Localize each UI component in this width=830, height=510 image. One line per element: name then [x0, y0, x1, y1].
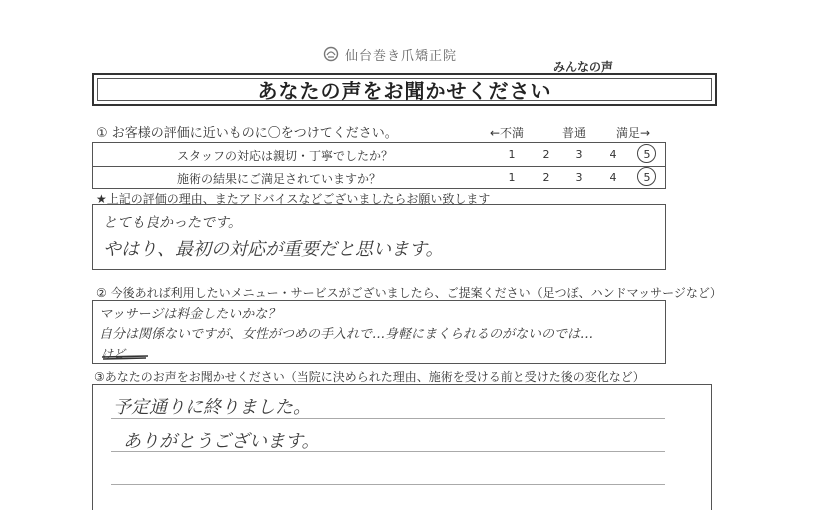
reason-label: ★上記の評価の理由、またアドバイスなどございましたらお願い致します — [96, 192, 491, 206]
q3-answer-line: 予定通りに終りました。 — [113, 397, 311, 418]
rating-row-staff — [93, 143, 665, 167]
q2-answer-line: けど — [101, 347, 126, 361]
q3-label: ③あなたのお声をお聞かせください（当院に決められた理由、施術を受ける前と受けた後の変化など） — [94, 370, 645, 384]
q3-answer-box[interactable] — [92, 384, 712, 510]
title-inner-frame — [97, 78, 712, 101]
scale-left: ←不満 — [490, 126, 525, 140]
q3-answer-line: ありがとうございます。 — [123, 431, 320, 452]
rating-option[interactable]: 3 — [575, 148, 583, 161]
clinic-logo — [323, 44, 493, 64]
rating-question: スタッフの対応は親切・丁寧でしたか？ — [177, 149, 394, 163]
q2-answer-line: マッサージは料金したいかな？ — [99, 307, 281, 322]
rating-option[interactable]: 2 — [542, 171, 550, 184]
q2-answer-line: 自分は関係ないですが、女性がつめの手入れで…身軽にまくられるのがないのでは… — [99, 327, 594, 342]
q2-label: ② 今後あれば利用したいメニュー・サービスがございましたら、ご提案ください（足つぼ、ハンドマッサージなど） — [96, 286, 722, 300]
strike-through-mark — [100, 353, 150, 361]
clinic-name: 仙台巻き爪矯正院 — [345, 48, 458, 64]
selected-circle-mark — [637, 144, 656, 163]
rating-option[interactable]: 2 — [542, 148, 550, 161]
rating-option-selected[interactable]: 5 — [643, 171, 651, 184]
rating-option[interactable]: 4 — [609, 171, 617, 184]
reason-answer-box[interactable] — [92, 204, 666, 270]
rating-option[interactable]: 1 — [508, 148, 516, 161]
reason-answer-line: とても良かったです。 — [103, 215, 242, 231]
rating-option[interactable]: 1 — [508, 171, 516, 184]
selected-circle-mark — [637, 167, 656, 186]
scale-right: 満足→ — [616, 126, 651, 140]
rating-row-result — [93, 166, 665, 189]
rating-table — [92, 142, 666, 189]
reason-answer-line: やはり、最初の対応が重要だと思います。 — [103, 239, 444, 260]
clinic-emblem-icon — [323, 46, 339, 62]
scale-mid: 普通 — [562, 126, 587, 140]
page-title: あなたの声をお聞かせください — [257, 79, 552, 103]
rating-question: 施術の結果にご満足されていますか？ — [177, 172, 382, 186]
title-box — [92, 73, 717, 106]
rating-option[interactable]: 4 — [609, 148, 617, 161]
rating-option[interactable]: 3 — [575, 171, 583, 184]
page-tag: みんなの声 — [553, 60, 614, 74]
q2-answer-box[interactable] — [92, 300, 666, 364]
ruled-line — [111, 484, 665, 485]
q1-label: ① お客様の評価に近いものに〇をつけてください。 — [96, 126, 398, 141]
rating-option-selected[interactable]: 5 — [643, 148, 651, 161]
